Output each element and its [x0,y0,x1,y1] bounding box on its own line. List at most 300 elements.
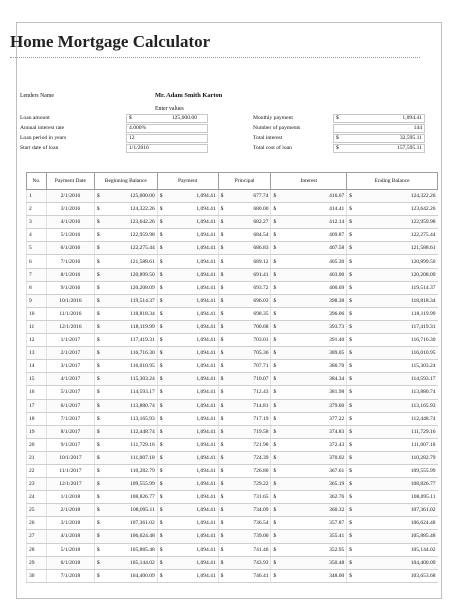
lender-name[interactable]: Mr. Adam Smith Karton [155,92,223,99]
cell-payment-date[interactable]: 7/1/2018 [46,569,94,582]
cell-no[interactable]: 30 [27,569,47,582]
cell-principal[interactable] [218,216,271,229]
cell-no[interactable]: 23 [27,478,47,491]
amount-value: 1,094.41 [196,376,216,383]
currency-symbol: $ [349,428,352,435]
cell-principal[interactable] [218,307,271,320]
cell-payment[interactable] [157,320,218,333]
cell-payment[interactable] [157,504,218,517]
cell-ending-balance[interactable] [347,478,438,491]
cell-interest[interactable] [271,307,347,320]
cell-no[interactable]: 7 [27,268,47,281]
cell-interest[interactable] [271,216,347,229]
currency-symbol: $ [96,494,100,501]
loan-period-field[interactable] [126,134,208,143]
cell-ending-balance[interactable] [347,229,438,242]
cell-beginning-balance[interactable] [94,320,157,333]
amount-value: 120,208.09 [129,284,155,291]
cell-beginning-balance[interactable] [94,268,157,281]
cell-no[interactable]: 17 [27,399,47,412]
cell-ending-balance[interactable] [347,255,438,268]
amount-value: 112,448.74 [410,415,436,422]
cell-payment[interactable] [157,242,218,255]
currency-symbol: $ [349,337,352,344]
cell-beginning-balance[interactable] [94,399,157,412]
cell-payment[interactable] [157,334,218,347]
currency-symbol: $ [220,219,224,226]
cell-principal[interactable] [218,229,271,242]
loan-period-label: Loan period in years [20,135,67,141]
cell-no[interactable]: 21 [27,451,47,464]
cell-no[interactable]: 5 [27,242,47,255]
cell-principal[interactable] [218,478,271,491]
cell-payment-date[interactable]: 3/1/2016 [46,203,94,216]
amount-value: 113,165.93 [130,415,155,422]
cell-beginning-balance[interactable] [94,412,157,425]
cell-payment[interactable] [157,451,218,464]
cell-interest[interactable] [271,203,347,216]
cell-principal[interactable] [218,464,271,477]
currency-symbol: $ [96,507,100,514]
cell-interest[interactable] [271,320,347,333]
table-row [27,451,438,464]
cell-no[interactable]: 19 [27,425,47,438]
cell-beginning-balance[interactable] [94,504,157,517]
cell-beginning-balance[interactable] [94,203,157,216]
loan-period-value: 12 [129,135,135,141]
cell-principal[interactable] [218,268,271,281]
total-cost-label: Total cost of loan [253,145,292,151]
cell-interest[interactable] [271,190,347,203]
cell-payment[interactable] [157,517,218,530]
cell-principal[interactable] [218,386,271,399]
cell-payment[interactable] [157,190,218,203]
start-date-value: 1/1/2016 [129,145,149,151]
cell-payment-date[interactable]: 6/1/2017 [46,399,94,412]
cell-payment-date[interactable]: 8/1/2017 [46,425,94,438]
cell-payment[interactable] [157,425,218,438]
cell-payment[interactable] [157,229,218,242]
cell-payment-date[interactable]: 2/1/2018 [46,504,94,517]
cell-interest[interactable] [271,268,347,281]
cell-no[interactable]: 1 [27,190,47,203]
header-no: No. [27,173,47,190]
cell-ending-balance[interactable] [347,216,438,229]
cell-interest[interactable] [271,347,347,360]
cell-payment-date[interactable]: 1/1/2017 [46,334,94,347]
amount-value: 105,144.02 [410,546,436,553]
currency-symbol: $ [220,310,224,317]
cell-ending-balance[interactable] [347,373,438,386]
cell-interest[interactable] [271,334,347,347]
cell-beginning-balance[interactable] [94,425,157,438]
cell-interest[interactable] [271,556,347,569]
cell-no[interactable]: 13 [27,347,47,360]
cell-ending-balance[interactable] [347,569,438,582]
cell-ending-balance[interactable] [347,504,438,517]
cell-interest[interactable] [271,255,347,268]
currency-symbol: $ [273,546,277,553]
cell-principal[interactable] [218,347,271,360]
cell-payment[interactable] [157,294,218,307]
cell-beginning-balance[interactable] [94,491,157,504]
table-row [27,216,438,229]
currency-symbol: $ [349,363,352,370]
cell-payment-date[interactable]: 10/1/2017 [46,451,94,464]
amount-value: 386.70 [329,363,345,370]
currency-symbol: $ [273,284,277,291]
cell-no[interactable]: 27 [27,530,47,543]
amount-value: 119,514.37 [130,297,155,304]
cell-principal[interactable] [218,504,271,517]
cell-principal[interactable] [218,255,271,268]
cell-interest[interactable] [271,294,347,307]
total-cost-cell [333,144,425,153]
cell-ending-balance[interactable] [347,320,438,333]
table-row [27,334,438,347]
amount-value: 731.65 [253,494,269,501]
cell-payment-date[interactable]: 4/1/2017 [46,373,94,386]
cell-principal[interactable] [218,399,271,412]
currency-symbol: $ [96,206,100,213]
currency-symbol: $ [349,494,352,501]
cell-beginning-balance[interactable] [94,517,157,530]
amount-value: 377.22 [329,415,345,422]
cell-payment-date[interactable]: 3/1/2018 [46,517,94,530]
cell-principal[interactable] [218,320,271,333]
cell-payment-date[interactable]: 2/1/2016 [46,190,94,203]
cell-payment[interactable] [157,412,218,425]
interest-rate-field[interactable] [126,124,208,133]
cell-ending-balance[interactable] [347,517,438,530]
currency-symbol: $ [220,323,224,330]
amount-value: 686.83 [253,245,269,252]
currency-symbol: $ [349,546,352,553]
cell-interest[interactable] [271,281,347,294]
cell-principal[interactable] [218,203,271,216]
amount-value: 717.19 [253,415,269,422]
cell-ending-balance[interactable] [347,347,438,360]
amount-value: 1,094.41 [196,559,216,566]
cell-ending-balance[interactable] [347,399,438,412]
currency-symbol: $ [96,481,100,488]
cell-payment[interactable] [157,203,218,216]
currency-symbol: $ [96,193,100,200]
amount-value: 360.32 [329,507,345,514]
amount-value: 684.54 [253,232,269,239]
cell-interest[interactable] [271,517,347,530]
cell-payment[interactable] [157,530,218,543]
cell-beginning-balance[interactable] [94,216,157,229]
cell-payment-date[interactable]: 11/1/2016 [46,307,94,320]
amount-value: 122,275.44 [129,245,155,252]
cell-principal[interactable] [218,491,271,504]
cell-no[interactable]: 20 [27,438,47,451]
number-of-payments-value: 144 [413,125,422,131]
table-row [27,543,438,556]
cell-payment[interactable] [157,478,218,491]
interest-rate-value: 4.000% [129,125,147,131]
cell-beginning-balance[interactable] [94,347,157,360]
cell-payment[interactable] [157,307,218,320]
cell-no[interactable]: 24 [27,491,47,504]
cell-beginning-balance[interactable] [94,373,157,386]
cell-beginning-balance[interactable] [94,386,157,399]
cell-interest[interactable] [271,373,347,386]
currency-symbol: $ [159,337,163,344]
cell-principal[interactable] [218,334,271,347]
loan-amount-label: Loan amount [20,115,50,121]
cell-interest[interactable] [271,530,347,543]
cell-payment[interactable] [157,216,218,229]
cell-payment-date[interactable]: 5/1/2017 [46,386,94,399]
cell-no[interactable]: 11 [27,320,47,333]
cell-no[interactable]: 10 [27,307,47,320]
cell-principal[interactable] [218,451,271,464]
cell-principal[interactable] [218,543,271,556]
cell-ending-balance[interactable] [347,281,438,294]
cell-no[interactable]: 9 [27,294,47,307]
currency-symbol: $ [273,258,277,265]
cell-ending-balance[interactable] [347,242,438,255]
cell-payment-date[interactable]: 7/1/2017 [46,412,94,425]
cell-payment-date[interactable]: 1/1/2018 [46,491,94,504]
cell-no[interactable]: 2 [27,203,47,216]
cell-payment[interactable] [157,373,218,386]
cell-payment[interactable] [157,464,218,477]
cell-payment-date[interactable]: 2/1/2017 [46,347,94,360]
cell-principal[interactable] [218,360,271,373]
currency-symbol: $ [96,219,100,226]
cell-no[interactable]: 28 [27,543,47,556]
cell-payment-date[interactable]: 7/1/2016 [46,255,94,268]
cell-payment[interactable] [157,386,218,399]
cell-beginning-balance[interactable] [94,438,157,451]
amount-value: 125,000.00 [129,193,155,200]
cell-beginning-balance[interactable] [94,569,157,582]
currency-symbol: $ [349,389,352,396]
cell-principal[interactable] [218,425,271,438]
cell-beginning-balance[interactable] [94,242,157,255]
cell-payment-date[interactable]: 8/1/2016 [46,268,94,281]
cell-payment[interactable] [157,268,218,281]
cell-ending-balance[interactable] [347,294,438,307]
cell-beginning-balance[interactable] [94,334,157,347]
cell-ending-balance[interactable] [347,334,438,347]
amount-value: 357.87 [329,520,345,527]
cell-ending-balance[interactable] [347,412,438,425]
cell-beginning-balance[interactable] [94,478,157,491]
currency-symbol: $ [273,219,277,226]
cell-payment-date[interactable]: 9/1/2017 [46,438,94,451]
cell-interest[interactable] [271,438,347,451]
cell-principal[interactable] [218,373,271,386]
cell-beginning-balance[interactable] [94,556,157,569]
amount-value: 1,094.41 [196,494,216,501]
cell-payment-date[interactable]: 3/1/2017 [46,360,94,373]
currency-symbol: $ [220,454,224,461]
amount-value: 746.41 [253,572,269,579]
cell-payment-date[interactable]: 5/1/2018 [46,543,94,556]
cell-interest[interactable] [271,399,347,412]
cell-beginning-balance[interactable] [94,294,157,307]
cell-interest[interactable] [271,569,347,582]
cell-payment[interactable] [157,569,218,582]
cell-no[interactable]: 14 [27,360,47,373]
amount-value: 398.38 [329,297,345,304]
amount-value: 689.12 [253,258,269,265]
cell-payment-date[interactable]: 12/1/2017 [46,478,94,491]
amount-value: 693.72 [253,284,269,291]
cell-interest[interactable] [271,242,347,255]
amount-value: 393.73 [329,323,345,330]
cell-no[interactable]: 4 [27,229,47,242]
enter-values-label: Enter values [155,106,184,112]
cell-payment-date[interactable]: 12/1/2016 [46,320,94,333]
table-row [27,307,438,320]
interest-rate-label: Annual interest rate [20,125,65,131]
cell-principal[interactable] [218,294,271,307]
currency-symbol: $ [273,193,277,200]
cell-no[interactable]: 3 [27,216,47,229]
currency-symbol: $ [96,232,100,239]
cell-principal[interactable] [218,556,271,569]
cell-ending-balance[interactable] [347,386,438,399]
cell-beginning-balance[interactable] [94,307,157,320]
cell-ending-balance[interactable] [347,438,438,451]
cell-interest[interactable] [271,229,347,242]
currency-symbol: $ [159,219,163,226]
cell-no[interactable]: 6 [27,255,47,268]
cell-ending-balance[interactable] [347,203,438,216]
amount-value: 396.06 [329,310,345,317]
cell-principal[interactable] [218,530,271,543]
cell-beginning-balance[interactable] [94,229,157,242]
cell-ending-balance[interactable] [347,268,438,281]
cell-ending-balance[interactable] [347,360,438,373]
header-beginning-balance: Beginning Balance [94,173,157,190]
cell-interest[interactable] [271,360,347,373]
currency-symbol: $ [96,468,100,475]
header-payment: Payment [157,173,218,190]
table-row [27,386,438,399]
amount-value: 680.00 [253,206,269,213]
cell-no[interactable]: 8 [27,281,47,294]
cell-no[interactable]: 22 [27,464,47,477]
cell-ending-balance[interactable] [347,190,438,203]
cell-payment-date[interactable]: 9/1/2016 [46,281,94,294]
cell-ending-balance[interactable] [347,491,438,504]
cell-interest[interactable] [271,412,347,425]
cell-principal[interactable] [218,242,271,255]
cell-no[interactable]: 15 [27,373,47,386]
monthly-payment-label: Monthly payment [253,115,293,121]
cell-payment-date[interactable]: 6/1/2018 [46,556,94,569]
amount-value: 348.00 [329,572,345,579]
currency-symbol: $ [273,428,277,435]
cell-beginning-balance[interactable] [94,530,157,543]
cell-beginning-balance[interactable] [94,360,157,373]
cell-principal[interactable] [218,569,271,582]
cell-interest[interactable] [271,543,347,556]
cell-beginning-balance[interactable] [94,451,157,464]
currency-symbol: $ [349,520,352,527]
table-row [27,517,438,530]
cell-payment[interactable] [157,399,218,412]
cell-payment-date[interactable]: 5/1/2016 [46,229,94,242]
cell-payment[interactable] [157,491,218,504]
currency-symbol: $ [349,271,352,278]
cell-no[interactable]: 16 [27,386,47,399]
cell-payment[interactable] [157,360,218,373]
cell-beginning-balance[interactable] [94,255,157,268]
cell-interest[interactable] [271,491,347,504]
cell-interest[interactable] [271,425,347,438]
currency-symbol: $ [273,376,277,383]
cell-payment[interactable] [157,255,218,268]
cell-principal[interactable] [218,438,271,451]
amount-value: 1,094.41 [196,468,216,475]
cell-beginning-balance[interactable] [94,543,157,556]
start-date-label: Start date of loan [20,145,59,151]
cell-ending-balance[interactable] [347,556,438,569]
cell-no[interactable]: 29 [27,556,47,569]
start-date-field[interactable] [126,144,208,153]
total-interest-cell [333,134,425,143]
amount-value: 400.69 [329,284,345,291]
cell-principal[interactable] [218,281,271,294]
cell-interest[interactable] [271,478,347,491]
cell-payment-date[interactable]: 4/1/2016 [46,216,94,229]
cell-principal[interactable] [218,190,271,203]
cell-ending-balance[interactable] [347,451,438,464]
cell-beginning-balance[interactable] [94,281,157,294]
cell-principal[interactable] [218,517,271,530]
currency-symbol: $ [220,402,224,409]
cell-payment-date[interactable]: 10/1/2016 [46,294,94,307]
cell-beginning-balance[interactable] [94,190,157,203]
cell-payment[interactable] [157,556,218,569]
currency-symbol: $ [96,245,100,252]
amount-value: 381.98 [329,389,345,396]
cell-payment[interactable] [157,438,218,451]
cell-payment[interactable] [157,347,218,360]
cell-interest[interactable] [271,386,347,399]
amount-value: 118,818.34 [130,310,155,317]
cell-payment-date[interactable]: 11/1/2017 [46,464,94,477]
cell-ending-balance[interactable] [347,307,438,320]
cell-interest[interactable] [271,504,347,517]
cell-interest[interactable] [271,451,347,464]
loan-amount-field[interactable] [126,114,208,123]
cell-no[interactable]: 12 [27,334,47,347]
cell-no[interactable]: 18 [27,412,47,425]
cell-ending-balance[interactable] [347,425,438,438]
cell-payment-date[interactable]: 4/1/2018 [46,530,94,543]
cell-no[interactable]: 26 [27,517,47,530]
cell-beginning-balance[interactable] [94,464,157,477]
cell-no[interactable]: 25 [27,504,47,517]
cell-interest[interactable] [271,464,347,477]
cell-payment[interactable] [157,543,218,556]
cell-payment-date[interactable]: 6/1/2016 [46,242,94,255]
cell-payment[interactable] [157,281,218,294]
cell-ending-balance[interactable] [347,464,438,477]
cell-principal[interactable] [218,412,271,425]
cell-ending-balance[interactable] [347,530,438,543]
summary-row-number-of-payments [253,123,425,133]
cell-ending-balance[interactable] [347,543,438,556]
